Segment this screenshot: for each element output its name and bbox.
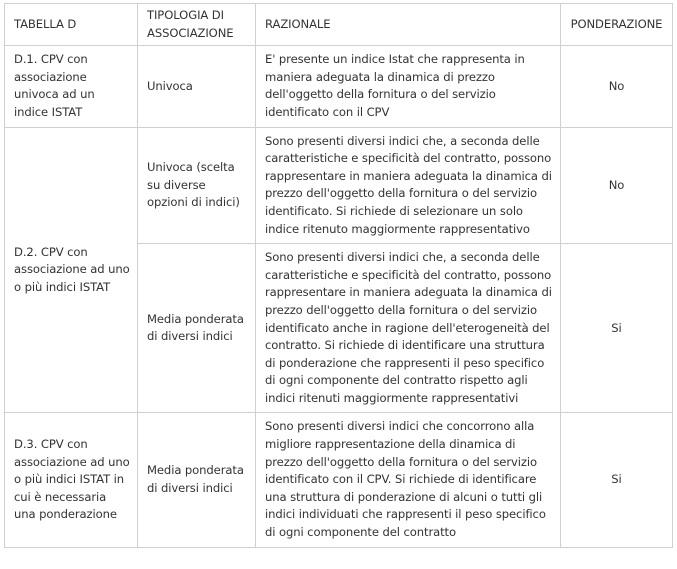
cell-ponderazione: No — [561, 127, 673, 244]
header-tipologia: TIPOLOGIA DI ASSOCIAZIONE — [138, 4, 256, 46]
cell-ponderazione: No — [561, 46, 673, 127]
table-row — [5, 413, 673, 547]
cell-tipologia: Media ponderata di diversi indici — [138, 413, 256, 547]
cell-razionale: Sono presenti diversi indici che, a seconda delle caratteristiche e specificità del contratto, possono rappresentare in maniera adeguata la dinamica di prezzo dell'oggetto della fornitura o del servizio identificato. Si richiede di selezionare un solo indice ritenuto maggiormente rappresentativo — [256, 127, 561, 244]
cell-ponderazione: Si — [561, 413, 673, 547]
cell-tabella: D.3. CPV con associazione ad uno o più indici ISTAT in cui è necessaria una ponderazione — [5, 413, 138, 547]
header-razionale: RAZIONALE — [256, 4, 561, 46]
header-tabella: TABELLA D — [5, 4, 138, 46]
cell-ponderazione: Si — [561, 244, 673, 413]
cell-razionale: E' presente un indice Istat che rappresenta in maniera adeguata la dinamica di prezzo dell'oggetto della fornitura o del servizio identificato con il CPV — [256, 46, 561, 127]
tabella-d — [4, 3, 673, 548]
table-row — [5, 127, 673, 244]
header-ponderazione: PONDERAZIONE — [561, 4, 673, 46]
cell-tipologia: Media ponderata di diversi indici — [138, 244, 256, 413]
cell-tabella: D.1. CPV con associazione univoca ad un indice ISTAT — [5, 46, 138, 127]
cell-tabella: D.2. CPV con associazione ad uno o più indici ISTAT — [5, 127, 138, 413]
cell-razionale: Sono presenti diversi indici che, a seconda delle caratteristiche e specificità del contratto, possono rappresentare in maniera adeguata la dinamica di prezzo dell'oggetto della fornitura o del servizio identificato anche in ragione dell'eterogeneità del contratto. Si richiede di identificare una struttura di ponderazione che rappresenti il peso specifico di ogni componente del contratto rispetto agli indici ritenuti maggiormente rappresentativi — [256, 244, 561, 413]
cell-razionale: Sono presenti diversi indici che concorrono alla migliore rappresentazione della dinamica di prezzo dell'oggetto della fornitura o del servizio identificato con il CPV. Si richiede di identificare una struttura di ponderazione di alcuni o tutti gli indici individuati che rappresenti il peso specifico di ogni componente del contratto — [256, 413, 561, 547]
table-header-row — [5, 4, 673, 46]
cell-tipologia: Univoca (scelta su diverse opzioni di indici) — [138, 127, 256, 244]
table-row — [5, 46, 673, 127]
cell-tipologia: Univoca — [138, 46, 256, 127]
